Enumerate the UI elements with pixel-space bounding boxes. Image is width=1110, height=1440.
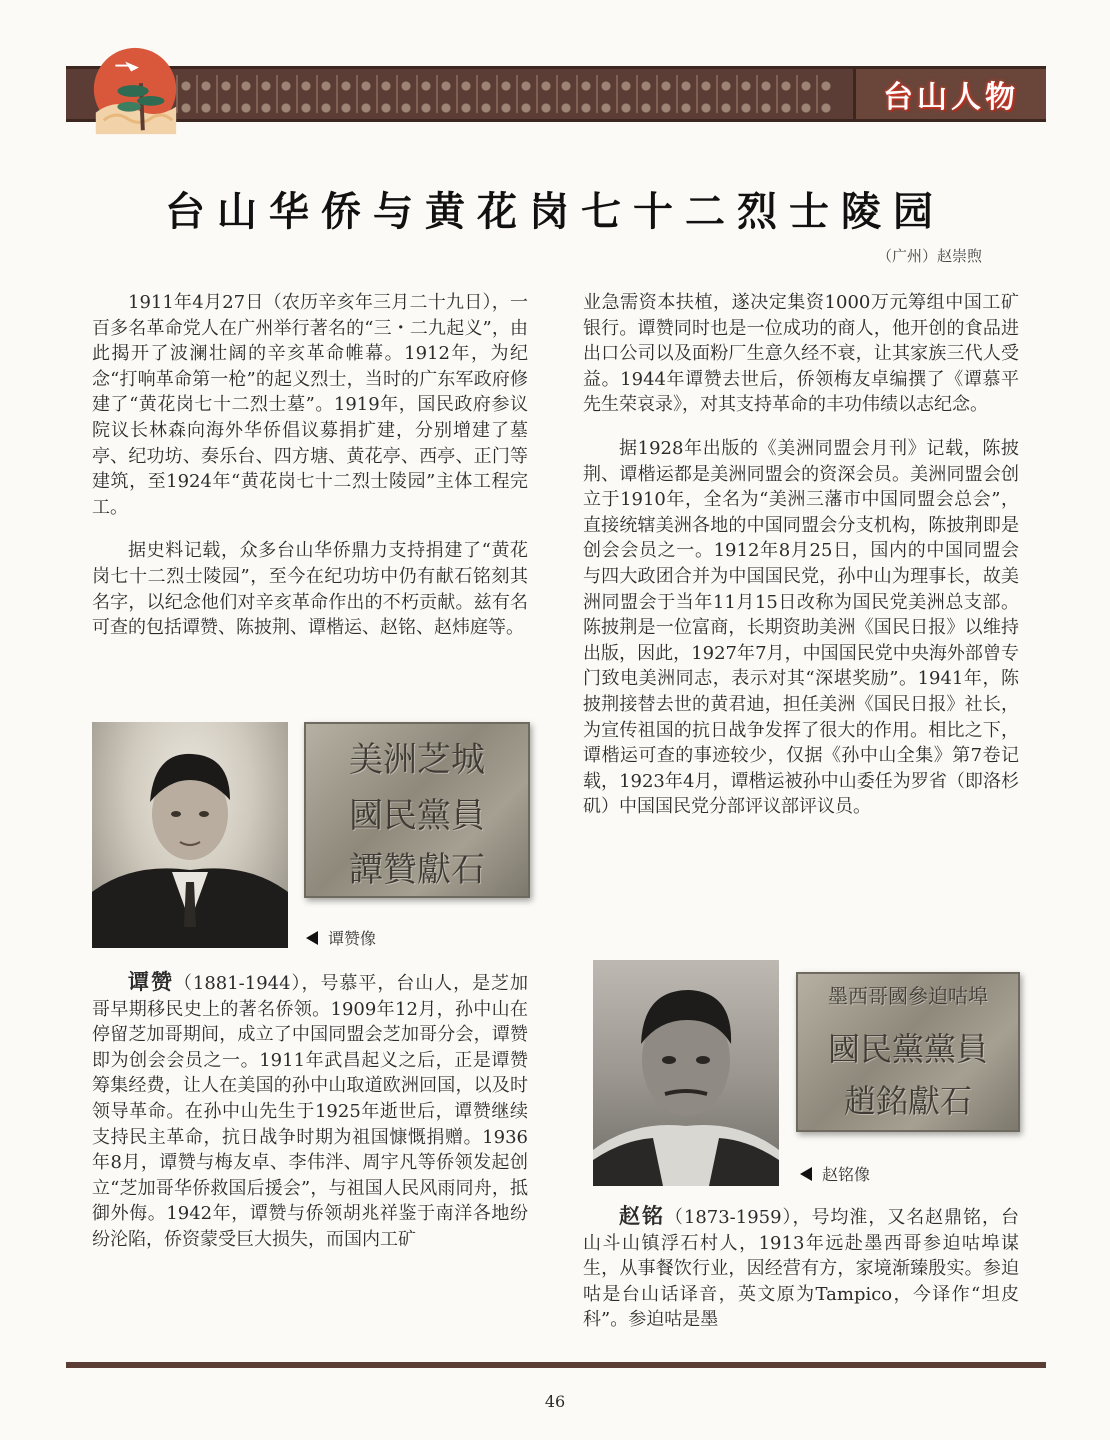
- stone2-row2: 國民黨黨員: [827, 1030, 988, 1068]
- caption-arrow-icon: [306, 931, 318, 945]
- inscription-stone-zhao-ming: [796, 972, 1020, 1132]
- caption-tan-zan: [306, 926, 376, 949]
- page-number: 46: [544, 1392, 566, 1411]
- author-byline: （广州）赵崇煦: [876, 247, 982, 265]
- paragraph-tongmenghui: 据1928年出版的《美洲同盟会月刊》记载，陈披荆、谭楷运都是美洲同盟会的资深会员。美洲同盟会创立于1910年，全名为“美洲三藩市中国同盟会总会”，直接统辖美洲各地的中国同盟会分支机构，陈披荆即是创会会员之一。1912年8月25日，国内的中国同盟会与四大政团合并为中国国民党，孙中山为理事长，故美洲同盟会于当年11月15日改称为国民党美洲总支部。陈披荆是一位富商，长期资助美洲《国民日报》以维持出版，因此，1927年7月，中国国民党中央海外部曾专门致电美洲同志，表示对其“深堪奖励”。1941年，陈披荆接替去世的黄君迪，担任美洲《国民日报》社长，为宣传祖国的抗日战争发挥了很大的作用。相比之下，谭楷运可查的事迹较少，仅据《孙中山全集》第7卷记载，1923年4月，谭楷运被孙中山委任为罗省（即洛杉矶）中国国民党分部评议部评议员。: [583, 437, 1019, 818]
- header-pattern: [176, 75, 831, 113]
- tan-zan-portrait: [92, 722, 288, 948]
- name-tan-zan: 谭赞: [128, 970, 174, 994]
- caption-zhao-ming-text: 赵铭像: [822, 1165, 871, 1184]
- right-column-top: [583, 290, 1019, 820]
- stone1-row2: 國民黨員: [349, 796, 485, 836]
- paragraph-zhao-ming: [583, 1204, 1019, 1333]
- stone1-row1: 美洲芝城: [349, 740, 485, 780]
- paragraph-intro: 1911年4月27日（农历辛亥年三月二十九日），一百多名革命党人在广州举行著名的“三・二九起义”，由此揭开了波澜壮阔的辛亥革命帷幕。1912年，为纪念“打响革命第一枪”的起义烈士，当时的广东军政府修建了“黄花岗七十二烈士墓”。1919年，国民政府参议院议长林森向海外华侨倡议募捐扩建，分别增建了墓亭、纪功坊、奏乐台、四方塘、黄花亭、西亭、正门等建筑，至1924年“黄花岗七十二烈士陵园”主体工程完工。: [92, 292, 528, 518]
- left-column-top: [92, 290, 528, 641]
- paragraph-donors: 据史料记载，众多台山华侨鼎力支持捐建了“黄花岗七十二烈士陵园”，至今在纪功坊中仍有献石铭刻其名字，以纪念他们对辛亥革命作出的不朽贡献。兹有名可查的包括谭赞、陈披荆、谭楷运、赵铭、赵炜庭等。: [92, 540, 528, 639]
- left-column-bottom: [92, 970, 528, 1253]
- paragraph-tan-zan-text: （1881-1944），号慕平，台山人，是芝加哥早期移民史上的著名侨领。1909年12月，孙中山在停留芝加哥期间，成立了中国同盟会芝加哥分会，谭赞即为创会会员之一。1911年武昌起义之后，正是谭赞筹集经费，让人在美国的孙中山取道欧洲回国，以及时领导革命。在孙中山先生于1925年逝世后，谭赞继续支持民主革命，抗日战争时期为祖国慷慨捐赠。1936年8月，谭赞与梅友卓、李伟泮、周宇凡等侨领发起创立“芝加哥华侨救国后援会”，与祖国人民风雨同舟，抵御外侮。1942年，谭赞与侨领胡兆祥鉴于南洋各地纷纷沦陷，侨资蒙受巨大损失，而国内工矿: [92, 973, 529, 1250]
- right-column-bottom: [583, 1204, 1019, 1333]
- footer-rule: [66, 1362, 1046, 1368]
- caption-arrow-icon: [800, 1167, 812, 1181]
- paragraph-tan-zan: [92, 970, 528, 1253]
- section-tag: [853, 69, 1046, 119]
- paragraph-zhao-ming-text: （1873-1959），号均淮，又名赵鼎铭，台山斗山镇浮石村人，1913年远赴墨西哥参迫咕埠谋生，从事餐饮行业，因经营有方，家境渐臻殷实。参迫咕是台山话译音，英文原为Tampico，今译作“坦皮科”。参迫咕是墨: [583, 1207, 1020, 1331]
- zhao-ming-portrait: [593, 960, 779, 1186]
- tan-zan-figure: [92, 722, 288, 948]
- article-title: 台山华侨与黄花岗七十二烈士陵园: [165, 189, 945, 235]
- section-tag-label: 台山人物: [883, 80, 1019, 115]
- section-header-band: [66, 66, 1046, 122]
- caption-zhao-ming: [800, 1162, 870, 1185]
- name-zhao-ming: 赵铭: [619, 1204, 665, 1228]
- stone2-row1: 墨西哥國參迫咕埠: [828, 984, 988, 1008]
- inscription-stone-tan-zan: [304, 722, 530, 898]
- caption-tan-zan-text: 谭赞像: [328, 929, 377, 948]
- zhao-ming-figure: [593, 960, 779, 1186]
- crane-pine-logo-icon: [86, 44, 184, 142]
- stone2-row3: 趙銘獻石: [843, 1082, 972, 1120]
- paragraph-continued: 业急需资本扶植，遂决定集资1000万元筹组中国工矿银行。谭赞同时也是一位成功的商人，他开创的食品进出口公司以及面粉厂生意久经不衰，让其家族三代人受益。1944年谭赞去世后，侨领梅友卓编撰了《谭慕平先生荣哀录》，对其支持革命的丰功伟绩以志纪念。: [583, 292, 1019, 416]
- stone1-row3: 譚贊獻石: [349, 850, 485, 890]
